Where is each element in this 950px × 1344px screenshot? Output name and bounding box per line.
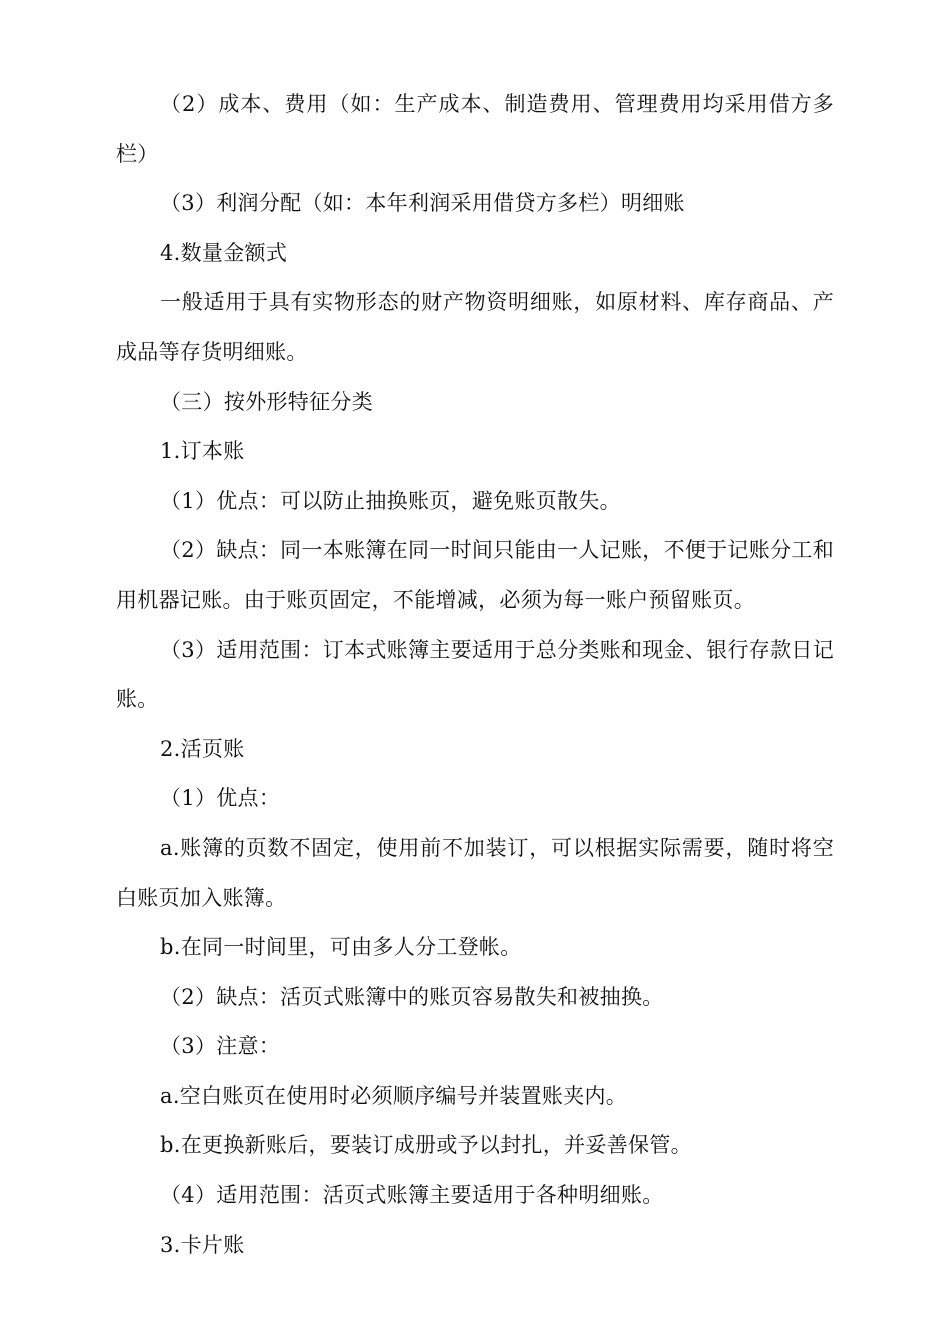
paragraph: （3）适用范围：订本式账簿主要适用于总分类账和现金、银行存款日记账。 xyxy=(116,637,834,712)
paragraph: （2）成本、费用（如：生产成本、制造费用、管理费用均采用借方多栏） xyxy=(116,92,834,166)
paragraph: （2）缺点：同一本账簿在同一时间只能由一人记账，不便于记账分工和用机器记账。由于账页固定，不能增减，必须为每一账户预留账页。 xyxy=(116,538,834,612)
paragraph: 4.数量金额式 xyxy=(160,240,288,265)
paragraph: （3）利润分配（如：本年利润采用借贷方多栏）明细账 xyxy=(160,191,685,216)
paragraph: b.在更换新账后，要装订成册或予以封扎，并妥善保管。 xyxy=(160,1133,692,1158)
paragraph: （1）优点：可以防止抽换账页，避免账页散失。 xyxy=(160,488,621,513)
paragraph: （4）适用范围：活页式账簿主要适用于各种明细账。 xyxy=(160,1183,664,1208)
section-heading: （三）按外形特征分类 xyxy=(160,389,373,414)
paragraph: 1.订本账 xyxy=(160,439,245,464)
paragraph: a.空白账页在使用时必须顺序编号并装置账夹内。 xyxy=(160,1083,628,1108)
paragraph: 一般适用于具有实物形态的财产物资明细账，如原材料、库存商品、产成品等存货明细账。 xyxy=(116,290,834,364)
paragraph: （1）优点： xyxy=(160,786,281,811)
paragraph: b.在同一时间里，可由多人分工登帐。 xyxy=(160,935,522,960)
paragraph: （3）注意： xyxy=(160,1034,281,1059)
paragraph: 3.卡片账 xyxy=(160,1232,245,1257)
paragraph: a.账簿的页数不固定，使用前不加装订，可以根据实际需要，随时将空白账页加入账簿。 xyxy=(116,835,834,910)
paragraph: 2.活页账 xyxy=(160,736,245,761)
document-body xyxy=(116,80,834,1270)
paragraph: （2）缺点：活页式账簿中的账页容易散失和被抽换。 xyxy=(160,984,664,1009)
